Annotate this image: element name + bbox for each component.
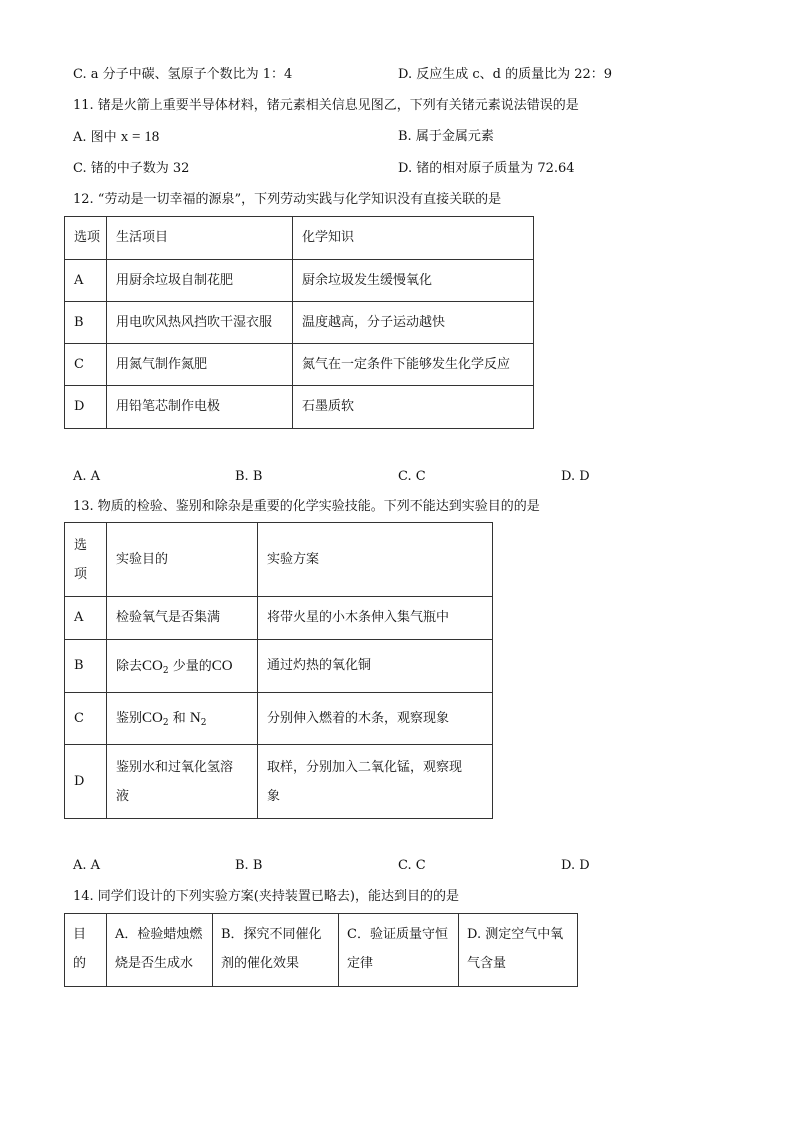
q13-header-option — [65, 523, 107, 597]
q13-option-b: B. B — [235, 858, 263, 873]
q14-label-line2: 的 — [73, 956, 87, 971]
q12-stem: 12. “劳动是一切幸福的源泉”，下列劳动实践与化学知识没有直接关联的是 — [73, 192, 502, 207]
q14-table — [64, 913, 578, 987]
q14-cell-c-line1: C．验证质量守恒 — [347, 927, 448, 942]
q14-cell-a-line1: A．检验蜡烛燃 — [115, 927, 203, 942]
q13-row-b-formula-co2: CO — [142, 657, 163, 674]
q14-cell-d-line1: D. 测定空气中氧 — [467, 927, 564, 942]
q13-row-b-purpose — [107, 640, 258, 693]
table-row — [65, 693, 493, 745]
q14-cell-d-line2: 气含量 — [467, 956, 507, 971]
q12-row-a-item: 用厨余垃圾自制花肥 — [107, 260, 293, 302]
q14-cell-a-line2: 烧是否生成水 — [115, 956, 194, 971]
q11-option-a-math: x = 18 — [120, 129, 160, 145]
table-row — [65, 386, 534, 429]
q12-row-d-knowledge: 石墨质软 — [293, 386, 534, 429]
q13-option-a: A. A — [73, 858, 101, 873]
q13-row-b-scheme: 通过灼热的氧化铜 — [258, 640, 493, 693]
q13-row-c-purpose — [107, 693, 258, 745]
q14-row — [65, 914, 578, 987]
q14-cell-b-line2: 剂的催化效果 — [221, 956, 300, 971]
q13-row-a-label: A — [65, 597, 107, 640]
table-row — [65, 640, 493, 693]
q13-row-b-formula-co2-subscript: 2 — [162, 665, 169, 676]
q13-row-c-formula-co2-subscript: 2 — [162, 718, 169, 728]
q11-option-b: B. 属于金属元素 — [398, 129, 494, 144]
q12-header-row — [65, 217, 534, 260]
q14-cell-b-line1: B．探究不同催化 — [221, 927, 322, 942]
q12-row-a-knowledge: 厨余垃圾发生缓慢氧化 — [293, 260, 534, 302]
q12-table — [64, 216, 534, 429]
q13-row-d-label: D — [65, 745, 107, 819]
q13-stem: 13. 物质的检验、鉴别和除杂是重要的化学实验技能。下列不能达到实验目的的是 — [73, 499, 540, 514]
q12-row-d-label: D — [65, 386, 107, 429]
q13-header-option-line2: 项 — [74, 566, 88, 582]
q13-row-d-purpose — [107, 745, 258, 819]
q13-row-d-scheme-line2: 象 — [267, 788, 281, 804]
q14-cell-c-line2: 定律 — [347, 956, 374, 971]
q12-row-c-label: C — [65, 344, 107, 386]
q13-row-b-formula-co: CO — [211, 657, 233, 674]
q11-option-a-label: A. 图中 — [73, 130, 121, 145]
q13-row-d-purpose-line2: 液 — [116, 788, 130, 804]
q11-option-d: D. 锗的相对原子质量为 72.64 — [398, 161, 575, 176]
q12-header-option: 选项 — [65, 217, 107, 260]
q12-row-a-label: A — [65, 260, 107, 302]
q14-cell-a — [107, 914, 213, 987]
q13-row-a-scheme: 将带火星的小木条伸入集气瓶中 — [258, 597, 493, 640]
q14-cell-b — [213, 914, 339, 987]
q12-row-d-item: 用铅笔芯制作电极 — [107, 386, 293, 429]
q13-row-d-purpose-line1: 鉴别水和过氧化氢溶 — [116, 759, 234, 775]
q10-option-d: D. 反应生成 c、d 的质量比为 22：9 — [398, 67, 613, 82]
q13-row-b-purpose-text2: 少量的 — [168, 658, 212, 674]
q14-label-line1: 目 — [73, 927, 87, 942]
q14-stem: 14. 同学们设计的下列实验方案(夹持装置已略去)，能达到目的的是 — [73, 889, 459, 904]
q12-option-d: D. D — [561, 469, 590, 484]
q12-header-knowledge: 化学知识 — [293, 217, 534, 260]
q13-row-d-scheme-line1: 取样，分别加入二氧化锰，观察现 — [267, 759, 463, 775]
table-row — [65, 260, 534, 302]
q13-row-b-purpose-text1: 除去 — [116, 658, 143, 674]
table-row — [65, 344, 534, 386]
q12-option-c: C. C — [398, 469, 426, 484]
q13-header-row — [65, 523, 493, 597]
q13-row-c-formula-co2: CO — [142, 710, 163, 726]
q13-row-c-formula-n2-subscript: 2 — [200, 718, 207, 728]
q14-cell-c — [339, 914, 459, 987]
q12-row-c-item: 用氮气制作氮肥 — [107, 344, 293, 386]
q12-row-c-knowledge: 氮气在一定条件下能够发生化学反应 — [293, 344, 534, 386]
q12-row-b-label: B — [65, 302, 107, 344]
q12-row-b-item: 用电吹风热风挡吹干湿衣服 — [107, 302, 293, 344]
q13-row-c-label: C — [65, 693, 107, 745]
q10-option-c: C. a 分子中碳、氢原子个数比为 1：4 — [73, 67, 293, 82]
q12-row-b-knowledge: 温度越高，分子运动越快 — [293, 302, 534, 344]
q14-cell-d — [459, 914, 578, 987]
q12-option-a: A. A — [73, 469, 101, 484]
q13-row-c-purpose-text1: 鉴别 — [116, 711, 143, 726]
table-row — [65, 302, 534, 344]
q13-row-c-purpose-text2: 和 — [168, 711, 190, 726]
table-row — [65, 745, 493, 819]
q13-table — [64, 522, 493, 819]
q13-row-d-scheme — [258, 745, 493, 819]
q13-header-purpose: 实验目的 — [107, 523, 258, 597]
q14-label-cell — [65, 914, 107, 987]
q13-header-option-line1: 选 — [74, 537, 88, 553]
q12-header-item: 生活项目 — [107, 217, 293, 260]
q12-option-b: B. B — [235, 469, 263, 484]
q11-stem: 11. 锗是火箭上重要半导体材料，锗元素相关信息见图乙，下列有关锗元素说法错误的是 — [73, 98, 579, 113]
q13-option-c: C. C — [398, 858, 426, 873]
q13-option-d: D. D — [561, 858, 590, 873]
q11-option-c: C. 锗的中子数为 32 — [73, 161, 190, 176]
q13-header-scheme: 实验方案 — [258, 523, 493, 597]
q13-row-a-purpose: 检验氧气是否集满 — [107, 597, 258, 640]
q13-row-c-scheme: 分别伸入燃着的木条，观察现象 — [258, 693, 493, 745]
q11-option-a — [73, 128, 159, 147]
q13-row-c-formula-n2: N — [189, 710, 201, 726]
table-row — [65, 597, 493, 640]
q13-row-b-label: B — [65, 640, 107, 693]
